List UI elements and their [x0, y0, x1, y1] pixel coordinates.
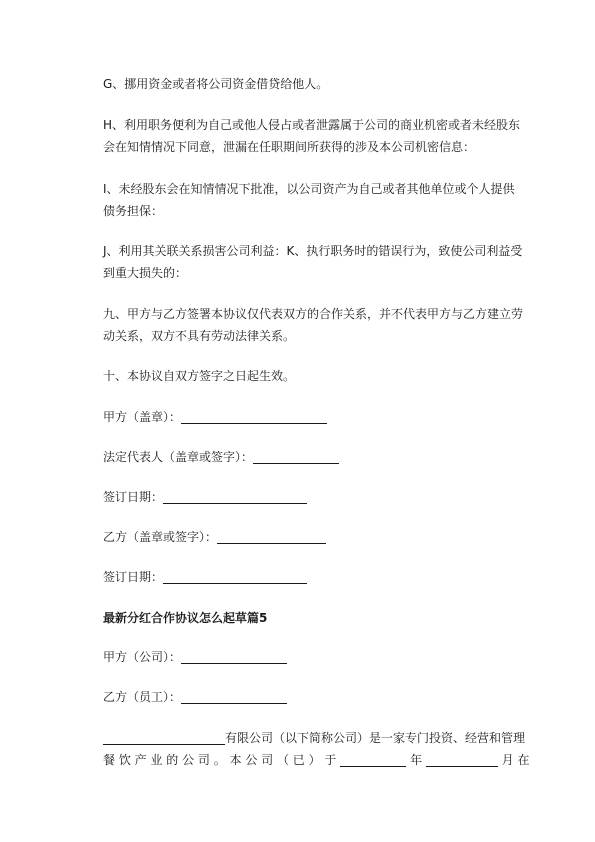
party-b-blank[interactable]	[217, 531, 326, 544]
sign-date-2-row	[103, 569, 307, 585]
sign-date-2-label: 签订日期：	[103, 570, 164, 584]
party-b-label: 乙方（盖章或签字）：	[103, 530, 218, 544]
sign-date-1-label: 签订日期：	[103, 490, 164, 504]
sign-date-1-row	[103, 489, 307, 505]
intro-text-2b: 年	[410, 753, 423, 767]
company-row	[103, 649, 287, 665]
employee-blank[interactable]	[181, 691, 287, 704]
clause-j-line-2: 到重大损失的：	[103, 266, 188, 280]
clause-i-line-1: I、未经股东会在知情情况下批准，以公司资产为自己或者其他单位或个人提供	[103, 182, 515, 196]
intro-line-1	[103, 730, 525, 746]
legal-rep-blank[interactable]	[253, 451, 339, 464]
clause-h-line-1: H、利用职务便利为自己或他人侵占或者泄露属于公司的商业机密或者未经股东	[103, 118, 521, 132]
sign-date-2-blank[interactable]	[163, 571, 307, 584]
month-blank[interactable]	[426, 754, 498, 767]
legal-rep-label: 法定代表人（盖章或签字）：	[103, 450, 254, 464]
clause-g: G、挪用资金或者将公司资金借贷给他人。	[103, 77, 329, 91]
clause-j-line-1: J、利用其关联关系损害公司利益：K、执行职务时的错误行为，致使公司利益受	[103, 244, 523, 258]
year-blank[interactable]	[340, 754, 406, 767]
clause-nine-line-2: 动关系，双方不具有劳动法律关系。	[103, 329, 296, 343]
sign-date-1-blank[interactable]	[163, 491, 307, 504]
employee-label: 乙方（员工）：	[103, 690, 182, 704]
company-blank[interactable]	[181, 651, 287, 664]
intro-line-2	[103, 752, 530, 768]
intro-text-1: 有限公司（以下简称公司）是一家专门投资、经营和管理	[225, 731, 526, 745]
clause-ten: 十、本协议自双方签字之日起生效。	[103, 369, 296, 383]
legal-rep-signature-row	[103, 449, 339, 465]
section-title: 最新分红合作协议怎么起草篇5	[103, 611, 268, 625]
party-a-label: 甲方（盖章）：	[103, 410, 182, 424]
party-a-signature-row	[103, 409, 327, 425]
clause-nine-line-1: 九、甲方与乙方签署本协议仅代表双方的合作关系，并不代表甲方与乙方建立劳	[103, 307, 524, 321]
clause-h-line-2: 会在知情情况下同意，泄漏在任职期间所获得的涉及本公司机密信息：	[103, 140, 476, 154]
company-label: 甲方（公司）：	[103, 650, 182, 664]
employee-row	[103, 689, 287, 705]
party-a-blank[interactable]	[181, 411, 327, 424]
intro-text-2c: 月 在	[501, 753, 530, 767]
company-name-blank[interactable]	[103, 732, 225, 745]
party-b-signature-row	[103, 529, 326, 545]
intro-text-2a: 餐 饮 产 业 的 公 司 。 本 公 司 （ 已 ） 于	[103, 753, 337, 767]
clause-i-line-2: 债务担保：	[103, 204, 164, 218]
